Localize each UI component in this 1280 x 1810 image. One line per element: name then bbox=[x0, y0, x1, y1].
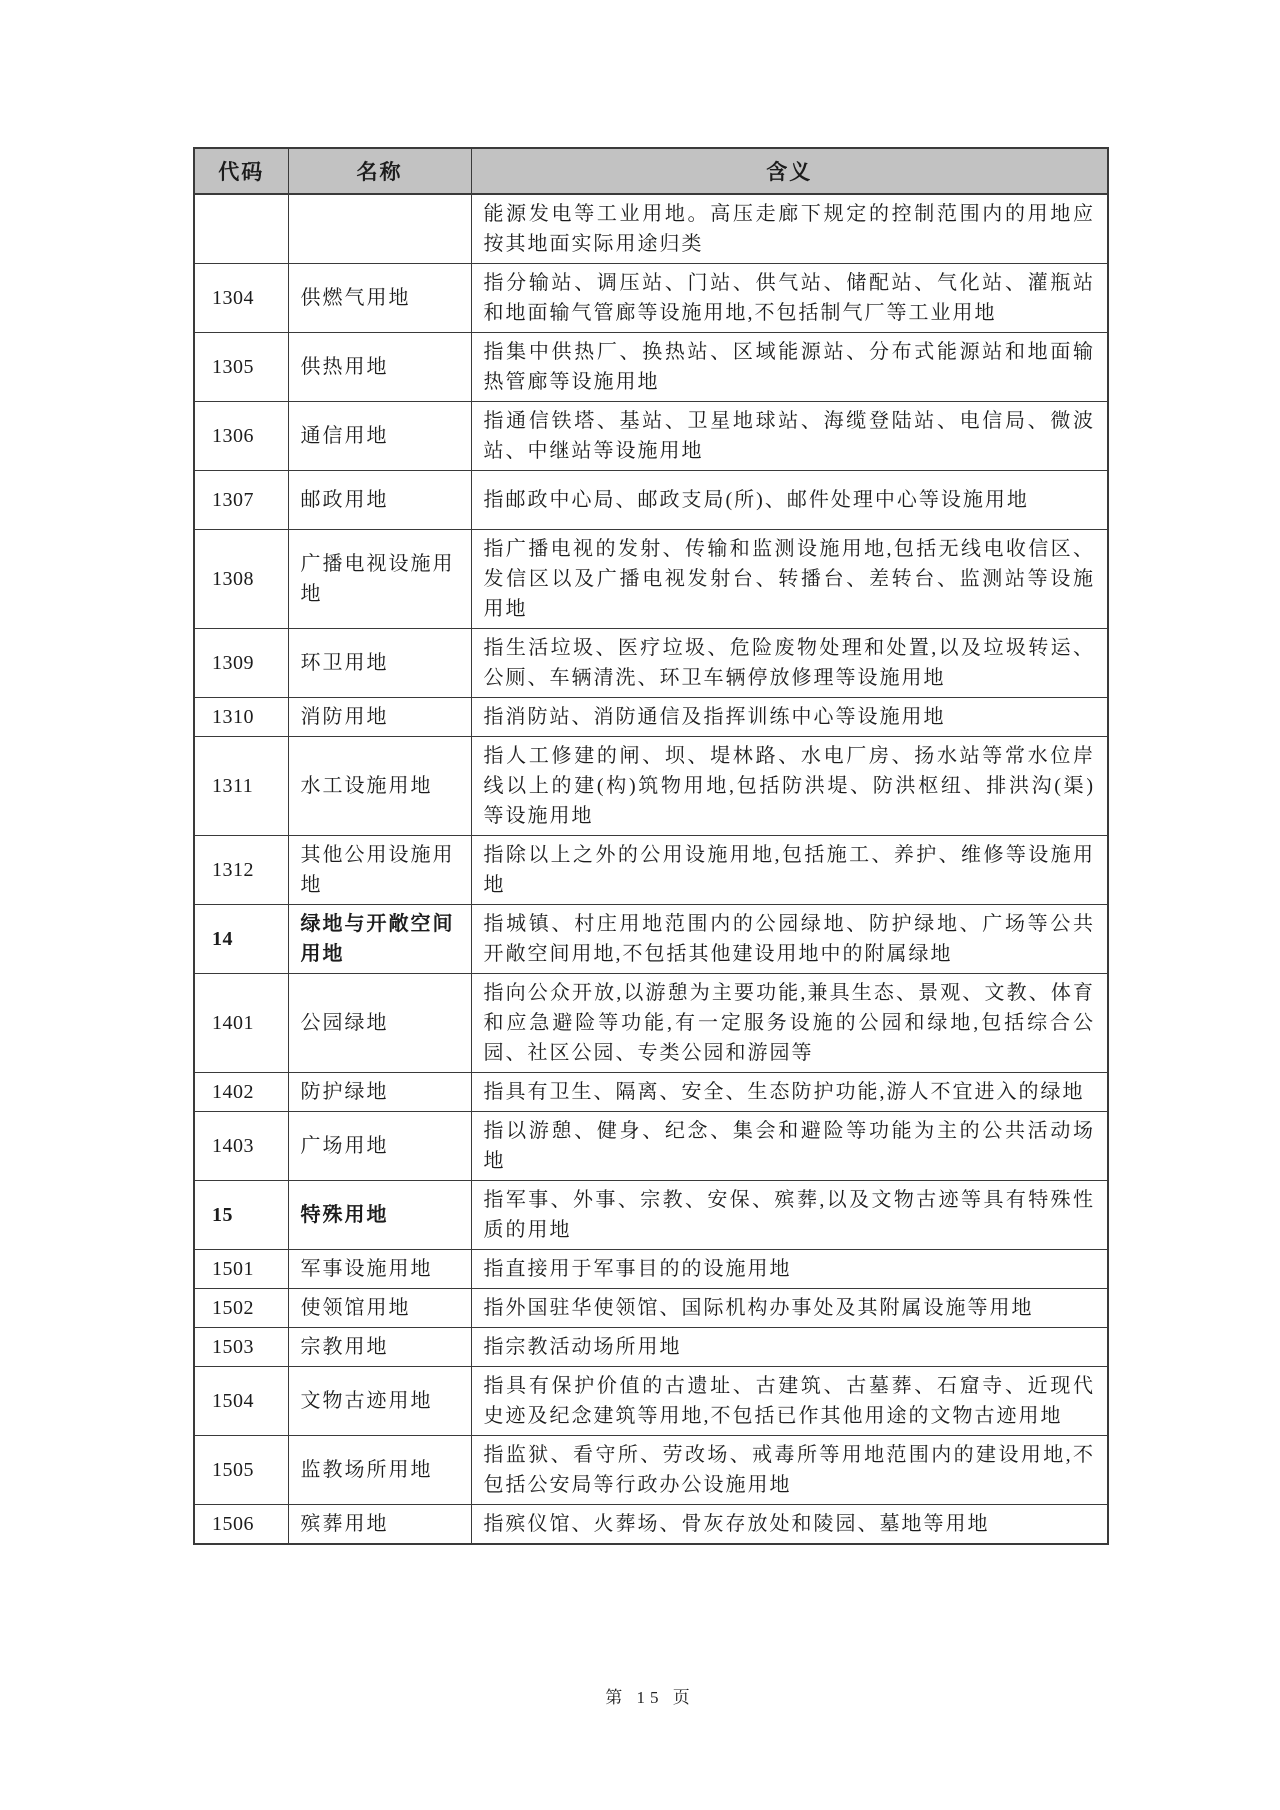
code-cell: 1307 bbox=[194, 471, 288, 530]
name-cell: 绿地与开敞空间用地 bbox=[288, 905, 471, 974]
column-header-code: 代码 bbox=[194, 148, 288, 194]
page-number: 第 15 页 bbox=[605, 1688, 695, 1707]
name-cell: 监教场所用地 bbox=[288, 1436, 471, 1505]
table-row bbox=[194, 1436, 1108, 1505]
name-cell: 广播电视设施用地 bbox=[288, 530, 471, 629]
meaning-cell: 指除以上之外的公用设施用地,包括施工、养护、维修等设施用地 bbox=[471, 836, 1108, 905]
table-row bbox=[194, 1073, 1108, 1112]
table-row bbox=[194, 836, 1108, 905]
table-row bbox=[194, 1367, 1108, 1436]
table-row bbox=[194, 698, 1108, 737]
meaning-cell: 指消防站、消防通信及指挥训练中心等设施用地 bbox=[471, 698, 1108, 737]
meaning-cell: 能源发电等工业用地。高压走廊下规定的控制范围内的用地应按其地面实际用途归类 bbox=[471, 194, 1108, 264]
table-row bbox=[194, 333, 1108, 402]
column-header-meaning: 含义 bbox=[471, 148, 1108, 194]
code-cell: 1312 bbox=[194, 836, 288, 905]
code-cell: 1503 bbox=[194, 1328, 288, 1367]
code-cell: 1504 bbox=[194, 1367, 288, 1436]
name-cell: 宗教用地 bbox=[288, 1328, 471, 1367]
name-cell: 其他公用设施用地 bbox=[288, 836, 471, 905]
meaning-cell: 指宗教活动场所用地 bbox=[471, 1328, 1108, 1367]
meaning-cell: 指集中供热厂、换热站、区域能源站、分布式能源站和地面输热管廊等设施用地 bbox=[471, 333, 1108, 402]
meaning-cell: 指人工修建的闸、坝、堤林路、水电厂房、扬水站等常水位岸线以上的建(构)筑物用地,包括防洪堤、防洪枢纽、排洪沟(渠)等设施用地 bbox=[471, 737, 1108, 836]
table-row bbox=[194, 1181, 1108, 1250]
name-cell: 环卫用地 bbox=[288, 629, 471, 698]
table-row bbox=[194, 471, 1108, 530]
code-cell: 1403 bbox=[194, 1112, 288, 1181]
meaning-cell: 指监狱、看守所、劳改场、戒毒所等用地范围内的建设用地,不包括公安局等行政办公设施用地 bbox=[471, 1436, 1108, 1505]
meaning-cell: 指通信铁塔、基站、卫星地球站、海缆登陆站、电信局、微波站、中继站等设施用地 bbox=[471, 402, 1108, 471]
code-cell: 1505 bbox=[194, 1436, 288, 1505]
table-row bbox=[194, 1112, 1108, 1181]
table-row bbox=[194, 1328, 1108, 1367]
code-cell bbox=[194, 194, 288, 264]
meaning-cell: 指军事、外事、宗教、安保、殡葬,以及文物古迹等具有特殊性质的用地 bbox=[471, 1181, 1108, 1250]
meaning-cell: 指以游憩、健身、纪念、集会和避险等功能为主的公共活动场地 bbox=[471, 1112, 1108, 1181]
name-cell: 广场用地 bbox=[288, 1112, 471, 1181]
meaning-cell: 指具有保护价值的古遗址、古建筑、古墓葬、石窟寺、近现代史迹及纪念建筑等用地,不包括已作其他用途的文物古迹用地 bbox=[471, 1367, 1108, 1436]
code-cell: 1310 bbox=[194, 698, 288, 737]
name-cell bbox=[288, 194, 471, 264]
code-cell: 1401 bbox=[194, 974, 288, 1073]
column-header-name: 名称 bbox=[288, 148, 471, 194]
code-cell: 1402 bbox=[194, 1073, 288, 1112]
name-cell: 邮政用地 bbox=[288, 471, 471, 530]
code-cell: 1501 bbox=[194, 1250, 288, 1289]
name-cell: 供热用地 bbox=[288, 333, 471, 402]
table-row bbox=[194, 530, 1108, 629]
meaning-cell: 指分输站、调压站、门站、供气站、储配站、气化站、灌瓶站和地面输气管廊等设施用地,不包括制气厂等工业用地 bbox=[471, 264, 1108, 333]
land-use-classification-table bbox=[193, 147, 1109, 1545]
code-cell: 1308 bbox=[194, 530, 288, 629]
table-row bbox=[194, 974, 1108, 1073]
name-cell: 特殊用地 bbox=[288, 1181, 471, 1250]
table-row bbox=[194, 737, 1108, 836]
table-row bbox=[194, 1289, 1108, 1328]
table-body bbox=[194, 194, 1108, 1544]
name-cell: 军事设施用地 bbox=[288, 1250, 471, 1289]
name-cell: 防护绿地 bbox=[288, 1073, 471, 1112]
name-cell: 水工设施用地 bbox=[288, 737, 471, 836]
code-cell: 1506 bbox=[194, 1505, 288, 1545]
name-cell: 文物古迹用地 bbox=[288, 1367, 471, 1436]
table-row bbox=[194, 629, 1108, 698]
name-cell: 供燃气用地 bbox=[288, 264, 471, 333]
table-header-row bbox=[194, 148, 1108, 194]
table-row bbox=[194, 194, 1108, 264]
code-cell: 14 bbox=[194, 905, 288, 974]
name-cell: 公园绿地 bbox=[288, 974, 471, 1073]
meaning-cell: 指具有卫生、隔离、安全、生态防护功能,游人不宜进入的绿地 bbox=[471, 1073, 1108, 1112]
table-row bbox=[194, 905, 1108, 974]
code-cell: 1304 bbox=[194, 264, 288, 333]
code-cell: 1502 bbox=[194, 1289, 288, 1328]
code-cell: 1306 bbox=[194, 402, 288, 471]
meaning-cell: 指向公众开放,以游憩为主要功能,兼具生态、景观、文教、体育和应急避险等功能,有一定服务设施的公园和绿地,包括综合公园、社区公园、专类公园和游园等 bbox=[471, 974, 1108, 1073]
name-cell: 消防用地 bbox=[288, 698, 471, 737]
code-cell: 1311 bbox=[194, 737, 288, 836]
meaning-cell: 指城镇、村庄用地范围内的公园绿地、防护绿地、广场等公共开敞空间用地,不包括其他建设用地中的附属绿地 bbox=[471, 905, 1108, 974]
name-cell: 通信用地 bbox=[288, 402, 471, 471]
meaning-cell: 指外国驻华使领馆、国际机构办事处及其附属设施等用地 bbox=[471, 1289, 1108, 1328]
name-cell: 殡葬用地 bbox=[288, 1505, 471, 1545]
meaning-cell: 指广播电视的发射、传输和监测设施用地,包括无线电收信区、发信区以及广播电视发射台、转播台、差转台、监测站等设施用地 bbox=[471, 530, 1108, 629]
meaning-cell: 指邮政中心局、邮政支局(所)、邮件处理中心等设施用地 bbox=[471, 471, 1108, 530]
name-cell: 使领馆用地 bbox=[288, 1289, 471, 1328]
code-cell: 1305 bbox=[194, 333, 288, 402]
code-cell: 15 bbox=[194, 1181, 288, 1250]
table-row bbox=[194, 402, 1108, 471]
table-row bbox=[194, 1505, 1108, 1545]
meaning-cell: 指殡仪馆、火葬场、骨灰存放处和陵园、墓地等用地 bbox=[471, 1505, 1108, 1545]
table-row bbox=[194, 1250, 1108, 1289]
code-cell: 1309 bbox=[194, 629, 288, 698]
meaning-cell: 指生活垃圾、医疗垃圾、危险废物处理和处置,以及垃圾转运、公厕、车辆清洗、环卫车辆停放修理等设施用地 bbox=[471, 629, 1108, 698]
table-row bbox=[194, 264, 1108, 333]
meaning-cell: 指直接用于军事目的的设施用地 bbox=[471, 1250, 1108, 1289]
